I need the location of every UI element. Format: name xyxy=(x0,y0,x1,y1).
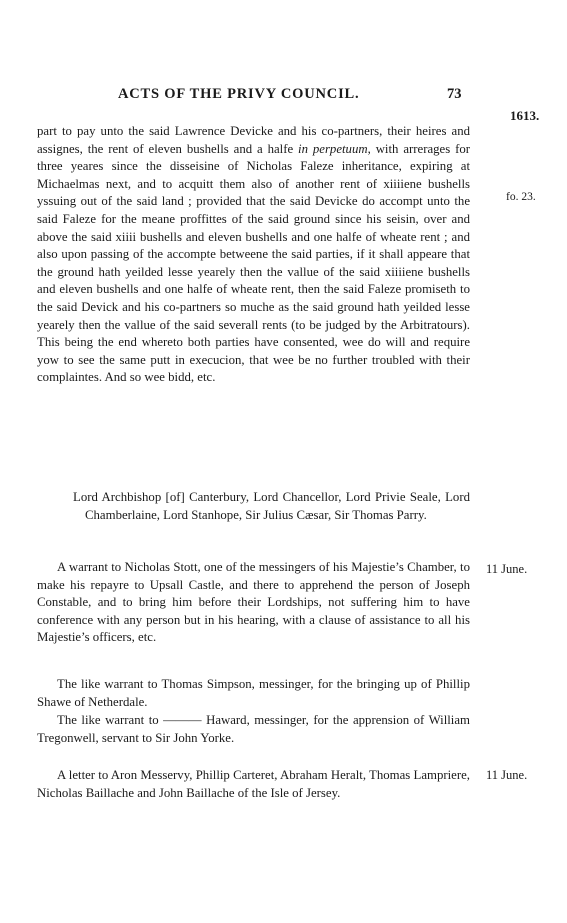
paragraph-text: , with arrerages for three yeares since the disseisine of Nicholas Faleze inheritance, expiring at Michaelmas next, and to acquitt them also of another rent of xiiiiene bushells yssuing out of the said land ; provided that the said Devicke do accompt unto the said Faleze for the meane proffittes of the said ground since his seisin, over and above the said xiiii bushells and eleven bushells and one halfe of wheate rent ; and also upon passing of the accompte betweene the said parties, if it shall appeare that the ground hath yeilded lesse yearely then the vallue of the said xiiiiene bushells and eleven bushells and one halfe of wheate rent, then the said Faleze promiseth to the said Devick and his co-partners so muche as the said ground hath yeilded lesse yearely then the vallue of the said severall rents (to be judged by the Arbitratours). This being the end whereto both parties have consented, wee do will and require yow to see the same putt in execucion, that wee be no further troubled with their complaintes. And so wee bidd, etc. xyxy=(37,141,471,385)
paragraph-text: The like warrant to ——— Haward, messinger, for the apprension of William Tregonwell, servant to Sir John Yorke. xyxy=(37,713,470,745)
paragraph-warrant-haward xyxy=(37,712,470,747)
italic-latin-phrase: in perpetuum xyxy=(298,141,368,156)
paragraph-warrant-stott xyxy=(37,559,470,647)
paragraph-text: The like warrant to Thomas Simpson, messinger, for the bringing up of Phillip Shawe of Netherdale. xyxy=(37,677,470,709)
page-number: 73 xyxy=(447,86,462,102)
paragraph-text: part to pay unto the said Lawrence Devicke and his co-partners, their heires and assignes, the rent of eleven bushells and a halfe xyxy=(37,124,470,156)
folio-note: fo. 23. xyxy=(506,191,536,203)
paragraph-warrant-simpson xyxy=(37,676,470,711)
date-note: 11 June. xyxy=(486,562,528,576)
paragraph-letter-continuation xyxy=(37,123,470,387)
date-note: 11 June. xyxy=(486,768,528,782)
paragraph-text: A warrant to Nicholas Stott, one of the messingers of his Majestie’s Chamber, to make his repayre to Upsall Castle, and there to apprehend the person of Joseph Constable, and to bring him before their Lordships, not suffering him to have conference with any person but in his hearing, with a clause of assistance to all his Majestie’s officers, etc. xyxy=(37,560,470,645)
page-title: ACTS OF THE PRIVY COUNCIL. xyxy=(118,86,360,102)
paragraph-text: A letter to Aron Messervy, Phillip Carteret, Abraham Heralt, Thomas Lampriere, Nicholas Baillache and John Baillache of the Isle of Jersey. xyxy=(37,768,470,800)
signatories-list: Lord Archbishop [of] Canterbury, Lord Chancellor, Lord Privie Seale, Lord Chamberlaine, Lord Stanhope, Sir Julius Cæsar, Sir Thomas Parry. xyxy=(73,490,470,522)
year-note: 1613. xyxy=(510,108,540,123)
paragraph-letter-jersey xyxy=(37,767,470,802)
